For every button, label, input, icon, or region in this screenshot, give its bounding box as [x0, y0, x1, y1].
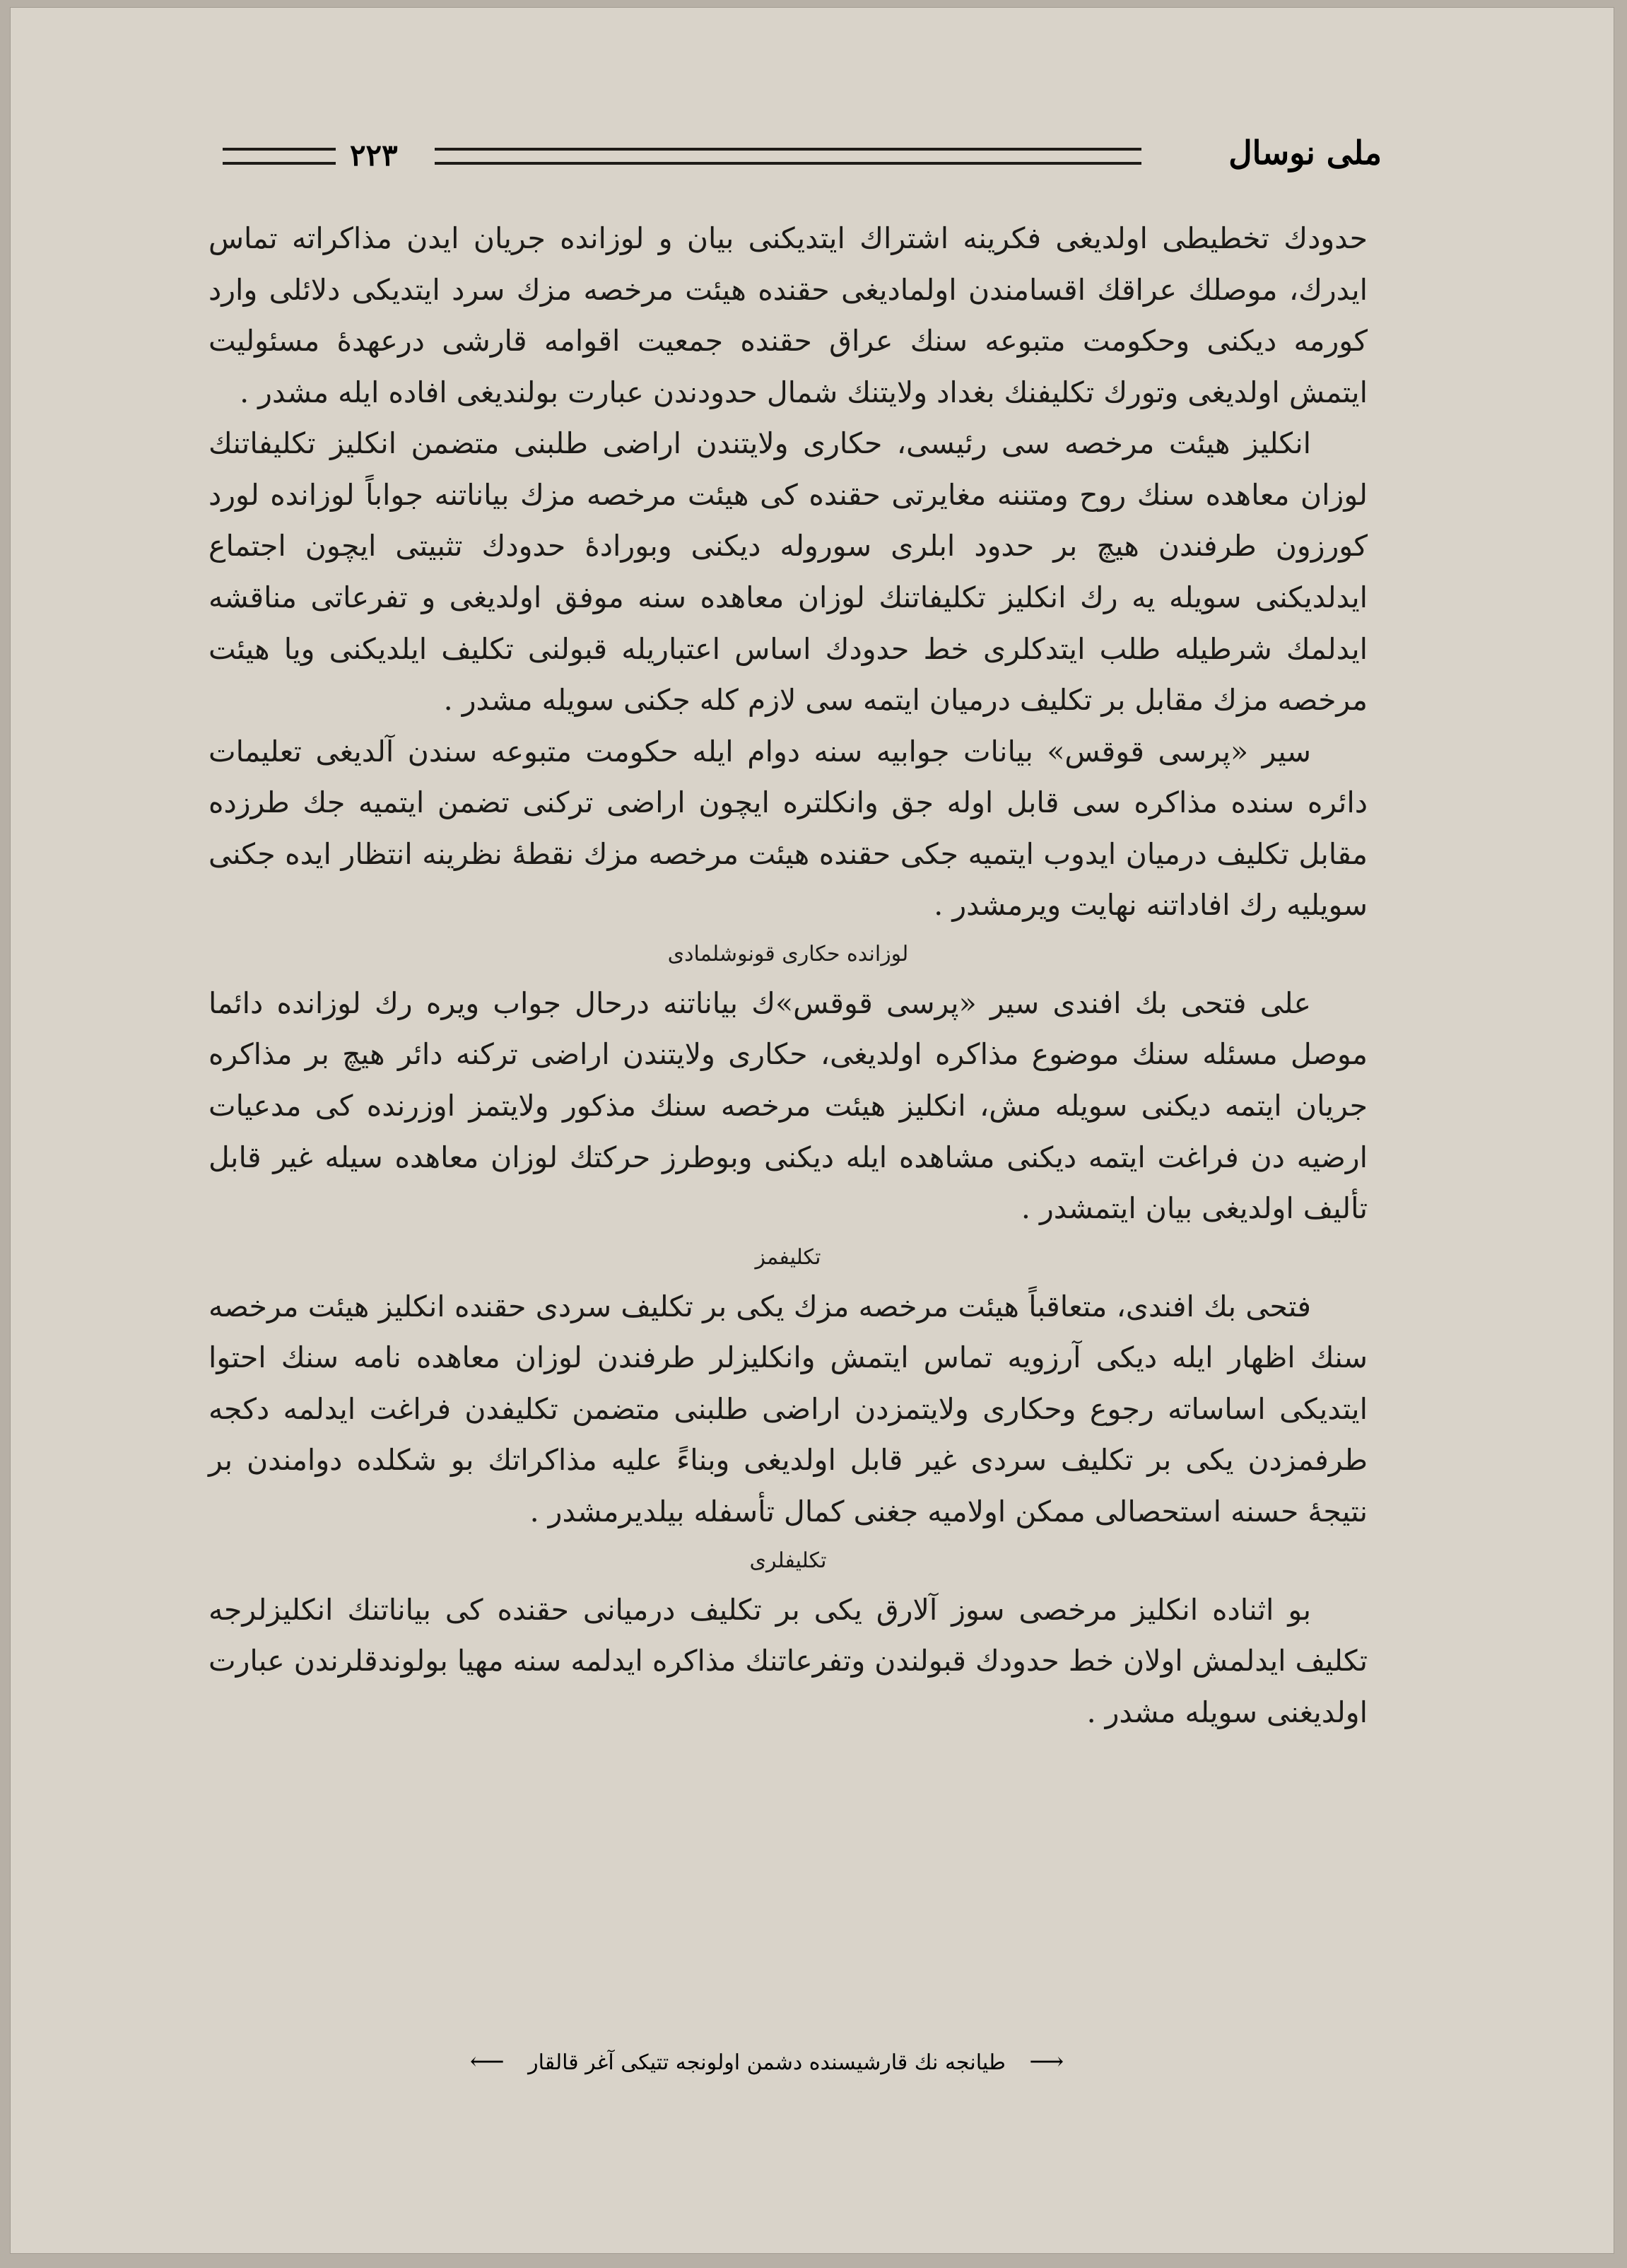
header-rule-right — [435, 148, 1141, 165]
subheading: تكليفمز — [755, 1244, 821, 1270]
paragraph: بو اثناده انكليز مرخصى سوز آلارق يكى بر تكليف درميانى حقنده كى بياناتنك انكليزلرجه تكليف ايدلمش اولان خط حدودك قبولندن وتفرعاتنك مذاكره ايدلمه سنه مهيا بولوندقلرندن عبارت اولديغنى سويله مشدر . — [208, 1592, 1368, 1729]
subheading: تكليفلرى — [749, 1548, 827, 1573]
paragraph: انكليز هيئت مرخصه سى رئيسى، حكارى ولايتندن اراضى طلبنى متضمن انكليز تكليفاتنك لوزان معاهده سنك روح ومتننه مغايرتى حقنده كى هيئت مرخصه مزك بياناتنه جواباً لوزانده لورد كورزون طرفندن هيچ بر حدود ابلرى سوروله ديكنى وبورادهٔ حدودك تثبيتى ايچون اجتماع ايدلديكنى سويله يه رك انكليز تكليفاتنك لوزان معاهده سنه موفق اولديغى و تفرعاتى مناقشه ايدلمك شرطيله طلب ايتدكلرى خط حدودك اساس اعتباريله قبولنى تكليف ايلديكنى ويا هيئت مرخصه مزك مقابل بر تكليف درميان ايتمه سى لازم كله جكنى سويله مشدر . — [208, 426, 1368, 718]
subheading: لوزانده حكارى قونوشلمادى — [667, 941, 909, 966]
paragraph: حدودك تخطيطى اولديغى فكرينه اشتراك ايتديكنى بيان و لوزانده جريان ايدن مذاكراته تماس ايدرك، موصلك عراقك اقسامندن اولماديغى حقنده هيئت مرخصه مزك سرد ايتديكى دلائلى وارد كورمه ديكنى وحكومت متبوعه سنك عراق حقنده جمعيت اقوامه قارشى درعهدهٔ مسئوليت ايتمش اولديغى وتورك تكليفنك بغداد ولايتنك شمال حدودندن عبارت بولنديغى افاده ايله مشدر . — [208, 221, 1368, 409]
running-title: ملی نوسال — [1228, 134, 1382, 172]
ornament-left: ⟵ — [469, 2047, 505, 2076]
document-page — [10, 7, 1614, 2254]
article-body — [208, 213, 1368, 1738]
paragraph: فتحى بك افندى، متعاقباً هيئت مرخصه مزك يكى بر تكليف سردى حقنده انكليز هيئت مرخصه سنك اظهار ايله ديكى آرزويه تماس ايتمش وانكليزلر طرفندن لوزان معاهده نامه سنك احتوا ايتديكى اساساته رجوع وحكارى ولايتمزدن اراضى طلبنى متضمن تكليفدن فراغت ايدلمه دكجه طرفمزدن يكى بر تكليف سردى غير قابل اولديغى وبناءً عليه مذاكراتك بو شكلده دوامندن بر نتيجهٔ حسنه استحصالى ممكن اولاميه جغنى كمال تأسفله بيلديرمشدر . — [208, 1289, 1368, 1528]
paragraph: سير «پرسى قوقس» بيانات جوابيه سنه دوام ايله حكومت متبوعه سندن آلديغى تعليمات دائره سنده مذاكره سى قابل اوله جق وانكلتره ايچون اراضى تركنى تضمن ايتميه جك طرزده مقابل تكليف درميان ايدوب ايتميه جكى حقنده هيئت مرخصه مزك نقطهٔ نظرينه انتظار ايده جكنى سويليه رك افاداتنه نهايت ويرمشدر . — [208, 734, 1368, 923]
page-footer — [378, 2047, 1156, 2076]
footer-proverb: طيانجه نك قارشيسنده دشمن اولونجه تتيكى آغر قالقار — [528, 2050, 1006, 2075]
header-rule-left — [223, 148, 336, 165]
page-number: ۲۲۳ — [350, 138, 398, 173]
ornament-right: ⟶ — [1029, 2047, 1064, 2076]
paragraph: على فتحى بك افندى سير «پرسى قوقس»ك بياناتنه درحال جواب ويره رك لوزانده دائما موصل مسئله سنك موضوع مذاكره اولديغى، حكارى ولايتندن اراضى تركنه دائر هيچ بر مذاكره جريان ايتمه ديكنى سويله مش، انكليز هيئت مرخصه سنك مذكور ولايتمز اوزرنده كى مدعيات ارضيه دن فراغت ايتمه ديكنى مشاهده ايله ديكنى وبوطرز حركتك لوزان معاهده سيله غير قابل تأليف اولديغى بيان ايتمشدر . — [208, 986, 1368, 1226]
page-header — [223, 134, 1382, 190]
